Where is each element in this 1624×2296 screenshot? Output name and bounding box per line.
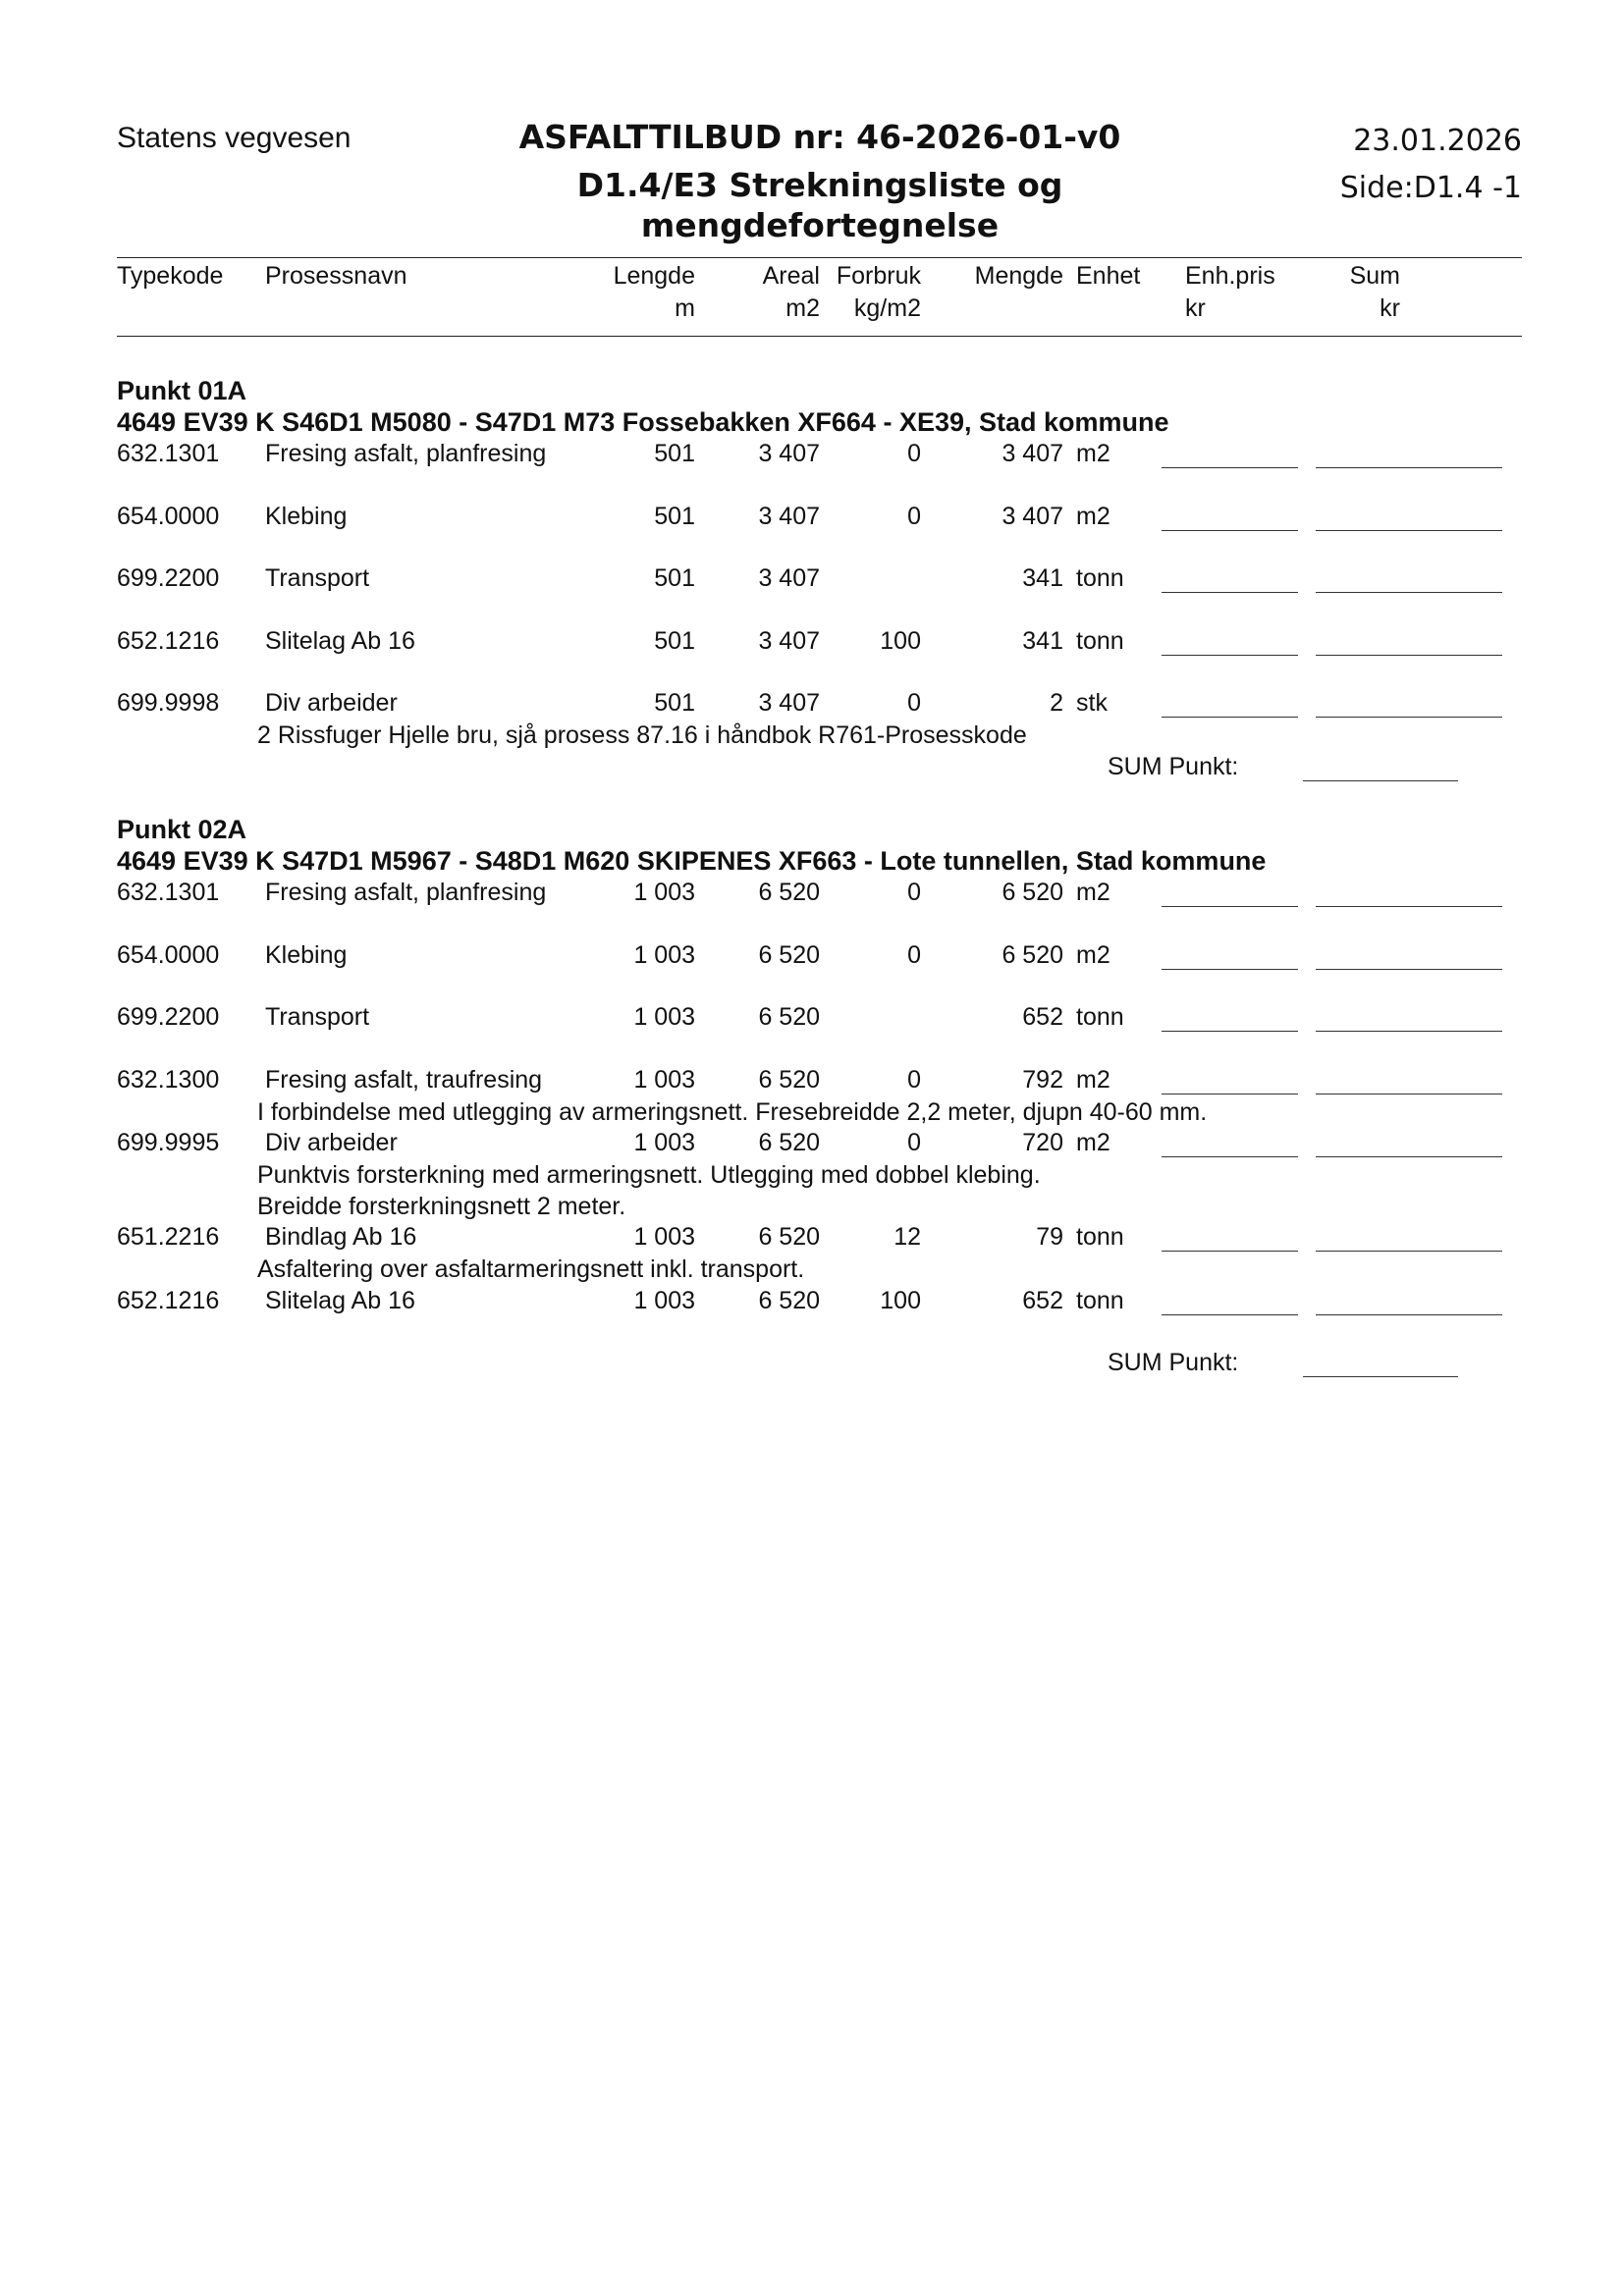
section-sum-field[interactable] (1303, 1376, 1458, 1377)
section-title: Punkt 02A (117, 815, 247, 844)
row-lengde: 1 003 (633, 879, 695, 906)
col-prosessnavn: Prosessnavn (265, 262, 407, 290)
unit-price-field[interactable] (1162, 906, 1298, 907)
row-enhet: tonn (1076, 1223, 1124, 1251)
row-enhet: stk (1076, 689, 1108, 717)
col-enhpris-label: Enh.pris (1185, 262, 1275, 290)
row-enhet: m2 (1076, 941, 1110, 969)
document-subtitle (452, 165, 1188, 245)
col-lengde-unit: m (675, 294, 695, 322)
row-lengde: 1 003 (633, 941, 695, 969)
row-prosessnavn: Klebing (265, 503, 348, 530)
col-sum-label: Sum (1349, 262, 1400, 290)
col-lengde (614, 260, 695, 325)
section-title: Punkt 01A (117, 376, 247, 405)
row-note: Punktvis forsterkning med armeringsnett. Utlegging med dobbel klebing. Breidde forsterkningsnett 2 meter. (257, 1161, 1041, 1220)
col-areal-label: Areal (762, 262, 820, 290)
row-areal: 3 407 (758, 503, 820, 530)
row-areal: 6 520 (758, 1287, 820, 1314)
sum-field[interactable] (1316, 1251, 1502, 1252)
document-date: 23.01.2026 (1353, 124, 1522, 158)
sum-field[interactable] (1316, 592, 1502, 593)
subtitle-line-1: D1.4/E3 Strekningsliste og (576, 166, 1063, 204)
row-prosessnavn: Fresing asfalt, planfresing (265, 879, 547, 906)
section-sum-field[interactable] (1303, 780, 1458, 781)
row-typekode: 652.1216 (117, 627, 220, 655)
row-prosessnavn: Transport (265, 564, 370, 592)
row-forbruk: 0 (907, 503, 921, 530)
row-prosessnavn: Slitelag Ab 16 (265, 1287, 415, 1314)
row-areal: 3 407 (758, 627, 820, 655)
row-prosessnavn: Slitelag Ab 16 (265, 627, 415, 655)
section-road: 4649 EV39 K S46D1 M5080 - S47D1 M73 Fossebakken XF664 - XE39, Stad kommune (117, 407, 1169, 437)
row-forbruk: 0 (907, 879, 921, 906)
sum-field[interactable] (1316, 717, 1502, 718)
row-mengde: 341 (1022, 564, 1063, 592)
col-typekode: Typekode (117, 262, 224, 290)
row-mengde: 720 (1022, 1129, 1063, 1156)
row-typekode: 699.9998 (117, 689, 220, 717)
row-prosessnavn: Transport (265, 1003, 370, 1031)
unit-price-field[interactable] (1162, 530, 1298, 531)
row-mengde: 792 (1022, 1066, 1063, 1094)
sum-field[interactable] (1316, 1314, 1502, 1315)
row-typekode: 699.9995 (117, 1129, 220, 1156)
row-areal: 3 407 (758, 689, 820, 717)
row-mengde: 3 407 (1001, 440, 1063, 467)
unit-price-field[interactable] (1162, 1251, 1298, 1252)
col-enhpris-unit: kr (1185, 294, 1206, 322)
sum-field[interactable] (1316, 906, 1502, 907)
unit-price-field[interactable] (1162, 655, 1298, 656)
col-forbruk (837, 260, 921, 325)
col-sum-unit: kr (1380, 294, 1400, 322)
header-divider (117, 257, 1522, 258)
row-typekode: 699.2200 (117, 1003, 220, 1031)
section-sum-label: SUM Punkt: (1108, 753, 1239, 780)
sum-field[interactable] (1316, 655, 1502, 656)
col-areal (763, 260, 820, 325)
row-note: I forbindelse med utlegging av armeringsnett. Fresebreidde 2,2 meter, djupn 40-60 mm. (257, 1098, 1208, 1126)
section-sum-label: SUM Punkt: (1108, 1349, 1239, 1376)
row-mengde: 6 520 (1001, 941, 1063, 969)
row-lengde: 501 (654, 689, 695, 717)
row-mengde: 652 (1022, 1003, 1063, 1031)
row-enhet: tonn (1076, 627, 1124, 655)
row-note: Asfaltering over asfaltarmeringsnett inkl. transport. (257, 1255, 805, 1283)
row-forbruk: 12 (893, 1223, 921, 1251)
unit-price-field[interactable] (1162, 1314, 1298, 1315)
col-enhet: Enhet (1076, 262, 1141, 290)
row-prosessnavn: Fresing asfalt, traufresing (265, 1066, 543, 1094)
sum-field[interactable] (1316, 1156, 1502, 1157)
col-mengde: Mengde (974, 262, 1063, 290)
col-forbruk-label: Forbruk (836, 262, 921, 290)
row-mengde: 79 (1036, 1223, 1063, 1251)
row-typekode: 632.1301 (117, 879, 220, 906)
row-typekode: 654.0000 (117, 503, 220, 530)
row-areal: 6 520 (758, 879, 820, 906)
row-forbruk: 100 (880, 1287, 921, 1314)
row-lengde: 1 003 (633, 1066, 695, 1094)
row-typekode: 632.1301 (117, 440, 220, 467)
row-forbruk: 0 (907, 1129, 921, 1156)
row-lengde: 1 003 (633, 1287, 695, 1314)
row-lengde: 1 003 (633, 1003, 695, 1031)
unit-price-field[interactable] (1162, 1156, 1298, 1157)
column-header-divider (117, 336, 1522, 337)
row-mengde: 2 (1050, 689, 1063, 717)
row-lengde: 501 (654, 503, 695, 530)
row-lengde: 1 003 (633, 1129, 695, 1156)
section-road: 4649 EV39 K S47D1 M5967 - S48D1 M620 SKIPENES XF663 - Lote tunnellen, Stad kommune (117, 846, 1267, 876)
row-prosessnavn: Fresing asfalt, planfresing (265, 440, 547, 467)
sum-field[interactable] (1316, 1094, 1502, 1095)
row-lengde: 1 003 (633, 1223, 695, 1251)
unit-price-field[interactable] (1162, 592, 1298, 593)
row-areal: 6 520 (758, 1223, 820, 1251)
row-areal: 3 407 (758, 564, 820, 592)
unit-price-field[interactable] (1162, 1031, 1298, 1032)
row-note: 2 Rissfuger Hjelle bru, sjå prosess 87.16 i håndbok R761-Prosesskode (257, 721, 1027, 749)
row-typekode: 654.0000 (117, 941, 220, 969)
row-prosessnavn: Div arbeider (265, 1129, 398, 1156)
row-prosessnavn: Bindlag Ab 16 (265, 1223, 417, 1251)
row-prosessnavn: Klebing (265, 941, 348, 969)
row-lengde: 501 (654, 440, 695, 467)
row-enhet: tonn (1076, 1003, 1124, 1031)
sum-field[interactable] (1316, 969, 1502, 970)
col-sum (1350, 260, 1400, 325)
row-enhet: m2 (1076, 503, 1110, 530)
row-prosessnavn: Div arbeider (265, 689, 398, 717)
unit-price-field[interactable] (1162, 467, 1298, 468)
row-enhet: m2 (1076, 1129, 1110, 1156)
row-lengde: 501 (654, 564, 695, 592)
row-typekode: 652.1216 (117, 1287, 220, 1314)
col-areal-unit: m2 (785, 294, 820, 322)
row-areal: 6 520 (758, 941, 820, 969)
row-forbruk: 0 (907, 440, 921, 467)
row-areal: 6 520 (758, 1066, 820, 1094)
row-enhet: tonn (1076, 564, 1124, 592)
col-lengde-label: Lengde (613, 262, 695, 290)
organization-name: Statens vegvesen (117, 122, 352, 154)
document-title: ASFALTTILBUD nr: 46-2026-01-v0 (518, 118, 1121, 156)
row-enhet: m2 (1076, 879, 1110, 906)
row-lengde: 501 (654, 627, 695, 655)
row-enhet: tonn (1076, 1287, 1124, 1314)
unit-price-field[interactable] (1162, 717, 1298, 718)
row-typekode: 651.2216 (117, 1223, 220, 1251)
row-areal: 6 520 (758, 1129, 820, 1156)
subtitle-line-2: mengdefortegnelse (640, 206, 1000, 244)
row-enhet: m2 (1076, 1066, 1110, 1094)
row-forbruk: 100 (880, 627, 921, 655)
row-mengde: 341 (1022, 627, 1063, 655)
unit-price-field[interactable] (1162, 1094, 1298, 1095)
row-mengde: 652 (1022, 1287, 1063, 1314)
row-mengde: 3 407 (1001, 503, 1063, 530)
sum-field[interactable] (1316, 1031, 1502, 1032)
page-number: Side:D1.4 -1 (1339, 171, 1522, 205)
col-enhpris (1185, 260, 1275, 325)
row-areal: 6 520 (758, 1003, 820, 1031)
row-enhet: m2 (1076, 440, 1110, 467)
row-typekode: 632.1300 (117, 1066, 220, 1094)
row-areal: 3 407 (758, 440, 820, 467)
row-forbruk: 0 (907, 1066, 921, 1094)
row-forbruk: 0 (907, 941, 921, 969)
row-typekode: 699.2200 (117, 564, 220, 592)
sum-field[interactable] (1316, 530, 1502, 531)
row-forbruk: 0 (907, 689, 921, 717)
unit-price-field[interactable] (1162, 969, 1298, 970)
row-mengde: 6 520 (1001, 879, 1063, 906)
col-forbruk-unit: kg/m2 (853, 294, 921, 322)
sum-field[interactable] (1316, 467, 1502, 468)
